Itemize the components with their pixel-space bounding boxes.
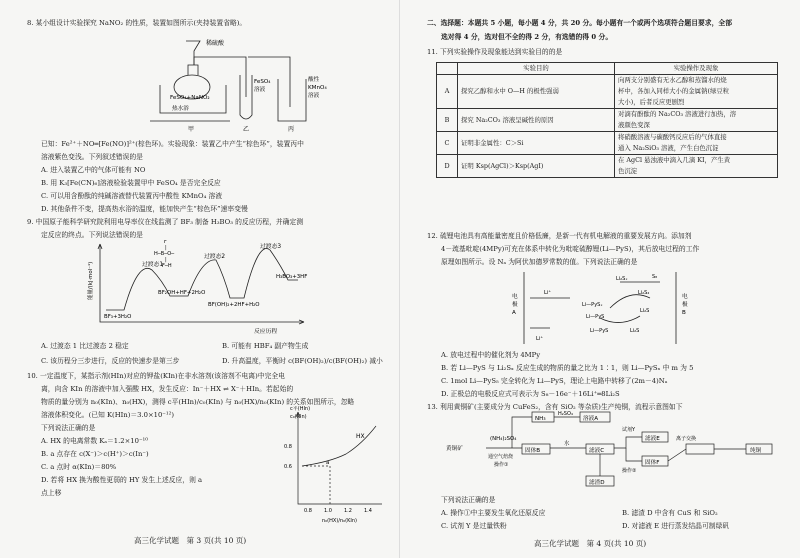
- q10-line: 下列说法正确的是: [41, 424, 96, 432]
- q10-option-d: 点上移: [41, 489, 62, 497]
- header-aim: 实验目的: [458, 63, 615, 75]
- molecule-f: F: [164, 240, 167, 245]
- header-op: 实验操作及现象: [615, 63, 778, 75]
- filtrate-e-box: 滤液E: [645, 436, 660, 442]
- row-aim: 探究 Na₂CO₃ 溶液呈碱性的原因: [458, 109, 615, 132]
- species: Li—PyS: [586, 314, 605, 320]
- ts2-label: 过渡态2: [204, 254, 226, 260]
- xtick: 1.0: [324, 508, 332, 514]
- q9-energy-diagram: [84, 240, 344, 336]
- nh3-box: NH₃: [535, 416, 546, 422]
- solution-a-box: 溶液A: [583, 416, 599, 422]
- q11-table: [436, 62, 778, 178]
- footer-page-4: 高三化学试题 第 4 页(共 10 页): [534, 539, 647, 548]
- row-op: 向两支分别盛有无水乙醇和蒸馏水的烧 杯中，各加入同样大小的金属钠(绿豆粒 大小)，后者反应更剧烈: [615, 75, 778, 109]
- ytick: 0.6: [284, 464, 292, 470]
- q8-option-c: C. 可以用含酚酞的纯碱溶液替代装置丙中酸性 KMnO₄ 溶液: [41, 192, 223, 200]
- xtick: 1.2: [344, 508, 352, 514]
- q9-stem: 9. 中国原子能科学研究院利用电导率仪在线监测了 BF₃ 制备 H₃BO₃ 的反应历程，并确定测: [27, 218, 304, 226]
- label-funnel: 稀硫酸: [206, 40, 225, 47]
- q12-battery-diagram: [490, 268, 720, 348]
- label-feso4-b: 溶液: [254, 87, 266, 93]
- row-aim: 证明非金属性：C＞Si: [458, 132, 615, 155]
- roast-label: 通空气焙烧: [488, 454, 514, 460]
- x-axis-label: 反应历程: [254, 329, 278, 335]
- q12-option-a: A. 放电过程中的催化剂为 4MPy: [441, 351, 541, 359]
- row-op: 将硝酸溶液与碳酸钙反应后的气体直接 通入 Na₂SiO₃ 溶液，产生白色沉淀: [615, 132, 778, 155]
- op2-label: 操作②: [622, 468, 637, 474]
- q10-stem: 10. 一定温度下，某指示剂(HIn)对应的钾盐(KIn)在非水溶剂(该溶剂不电离)中完全电: [27, 372, 285, 380]
- q10-option-a: A. HX 的电离常数 Kₐ＝1.2×10⁻¹⁰: [41, 437, 148, 445]
- q8-line: 已知：Fe²⁺＋NO═[Fe(NO)]²⁺(棕色环)。实验现象：装置乙中产生“棕色环”，装置丙中: [41, 140, 304, 148]
- ion-li: Li⁺: [544, 290, 552, 296]
- row-op: 对滴有酚酞的 Na₂CO₃ 溶液进行加热，溶 液颜色变深: [615, 109, 778, 132]
- footer-page-3: 高三化学试题 第 3 页(共 10 页): [134, 536, 247, 545]
- q12-option-b: B. 若 Li—PyS 与 Li₂Sₓ 反应生成的物质的量之比为 1∶1，则 Li—PySₓ 中 m 为 5: [441, 364, 694, 372]
- row-key: A: [437, 75, 458, 109]
- state1-label: BF₂OH+HF+2H₂O: [158, 290, 206, 296]
- q12-stem: 12. 硫锂电池具有高能量密度且价格低廉，是新一代有机电解液的重要发展方向。添加剂: [427, 232, 692, 240]
- curve-label: HX: [356, 433, 365, 440]
- q9-option-b: B. 可能有 HBF₄ 副产物生成: [222, 342, 309, 350]
- filtrate-c-box: 滤液C: [589, 448, 605, 454]
- q10-option-b: B. a 点存在 c(X⁻)＞c(H⁺)＞c(In⁻): [41, 450, 149, 458]
- q11-stem: 11. 下列实验操作及现象能达到实验目的的是: [427, 48, 563, 56]
- q10-option-c: C. a 点时 α(KIn)＝80%: [41, 463, 117, 471]
- table-row: [437, 132, 778, 155]
- ion-exchange-label: 离子交换: [676, 436, 697, 442]
- molecule-bond: |: [165, 245, 167, 251]
- molecule-bond: |: [165, 257, 167, 263]
- table-row: [437, 75, 778, 109]
- row-key: B: [437, 109, 458, 132]
- xtick: 1.4: [364, 508, 372, 514]
- q8-option-d: D. 其他条件不变，提高热水浴的温度，能加快产生“棕色环”速率变慢: [41, 205, 248, 213]
- row-aim: 证明 Ksp(AgCl)＞Ksp(AgI): [458, 155, 615, 178]
- q12-option-c: C. 1mol Li—PyS₅ 完全转化为 Li—PyS，理论上电路中转移了(2m－4)Nₐ: [441, 377, 668, 385]
- electrode-b: 电: [682, 294, 688, 300]
- ion-li: Li⁺: [536, 336, 544, 342]
- xtick: 0.8: [304, 508, 312, 514]
- electrode-a: 电: [512, 294, 518, 300]
- label-bing: 丙: [288, 126, 295, 133]
- state0-label: BF₃+3H₂O: [104, 314, 132, 320]
- q8-line: 溶液紫色变浅。下列叙述错误的是: [41, 153, 143, 161]
- reagent-y-label: 试剂Y: [622, 427, 636, 433]
- q12-line: 4－巯基吡啶(4MPy)可充在体系中转化为吡啶硫醇锂(Li—PyS)，其后放电过程的工作: [441, 245, 700, 253]
- q10-curve-graph: [270, 406, 388, 526]
- ts1-label: 过渡态1: [142, 262, 164, 268]
- q13-option-d: D. 对滤液 E 进行蒸发结晶可制绿矾: [622, 522, 730, 530]
- label-feso4: FeSO₄: [254, 79, 271, 85]
- q9-option-a: A. 过渡态 1 比过渡态 2 稳定: [41, 342, 129, 350]
- species: Li₂S: [630, 328, 640, 334]
- residue-d-box: 滤渣D: [589, 480, 605, 486]
- label-yi: 乙: [243, 126, 250, 133]
- species: Li₂S₂: [638, 290, 650, 296]
- graph-ylabel-bot: c₀(KIn): [290, 414, 307, 420]
- label-kmno4-c: 溶液: [308, 93, 320, 99]
- section-heading: 选对得 4 分，选对但不全的得 2 分，有选错的得 0 分。: [441, 33, 613, 41]
- q9-option-d: D. 升高温度，平衡时 c(BF(OH)₂)/c(BF(OH)₂) 减小: [222, 357, 383, 365]
- electrode-a: 极: [512, 302, 518, 308]
- q10-line: 溶液体积变化。(已知 K(HIn)＝3.0×10⁻¹²): [41, 411, 174, 419]
- q8-option-a: A. 进入装置乙中的气体可能有 NO: [41, 166, 146, 174]
- q8-apparatus: [130, 35, 330, 135]
- q13-intro: 下列说法正确的是: [441, 496, 496, 504]
- ore-label: 黄铜矿: [446, 446, 463, 452]
- electrode-a: A: [512, 310, 516, 316]
- point-a: a: [326, 460, 330, 466]
- species: Li—PyS: [590, 328, 609, 334]
- state2-label: BF(OH)₂+2HF+H₂O: [208, 302, 260, 308]
- solid-b-box: 固体B: [525, 448, 541, 454]
- q10-option-d: D. 若将 HX 换为酸性更弱的 HY 发生上述反应，则 a: [41, 476, 203, 484]
- header-key: [437, 63, 458, 75]
- q13-option-c: C. 试剂 Y 是过量铁粉: [441, 522, 507, 530]
- graph-xlabel: n₀(HX)/n₀(KIn): [322, 518, 357, 524]
- species: S₈: [652, 274, 658, 280]
- table-header-row: [437, 63, 778, 75]
- electrode-b: 极: [682, 302, 688, 308]
- q8-stem: 8. 某小组设计实验探究 NaNO₂ 的性质，装置如图所示(夹持装置省略)。: [27, 19, 247, 27]
- table-row: [437, 155, 778, 178]
- q13-option-a: A. 操作①中主要发生氧化还原反应: [441, 509, 546, 517]
- label-jia: 甲: [188, 126, 195, 133]
- label-kmno4-b: KMnO₄: [308, 85, 327, 91]
- species: Li₂S: [640, 308, 650, 314]
- row-key: D: [437, 155, 458, 178]
- electrode-b: B: [682, 310, 686, 316]
- q12-line: 原理如图所示。设 Nₐ 为阿伏加德罗常数的值。下列说法正确的是: [441, 258, 638, 266]
- reagent-label: (NH₄)₂SO₄: [490, 436, 517, 442]
- pure-copper-box: 纯铜: [750, 448, 762, 454]
- molecule-hbo: H─B─O─: [154, 251, 175, 257]
- section-heading: 二、选择题：本题共 5 小题，每小题 4 分，共 20 分。每小题有一个或两个选项符合题目要求，全部: [427, 19, 732, 27]
- q10-line: 物质的量分别为 n₀(KIn)、n₀(HX)，测得 c平(HIn)/c₀(KIn) 与 n₀(HX)/n₀(KIn) 的关系如图所示，忽略: [41, 398, 355, 406]
- state3-label: H₃BO₃+3HF: [276, 274, 308, 280]
- ts3-label: 过渡态3: [260, 244, 282, 250]
- right-page: [400, 0, 800, 558]
- q13-flowchart: [446, 410, 776, 492]
- q13-option-b: B. 滤渣 D 中含有 CuS 和 SiO₂: [622, 509, 718, 517]
- solid-f-box: 固体F: [645, 460, 660, 466]
- q13-stem: 13. 利用黄铜矿(主要成分为 CuFeS₂，含有 SiO₂ 等杂质)生产纯铜，流程示意图如下: [427, 403, 683, 411]
- water-label: 水: [564, 441, 570, 447]
- graph-ylabel-top: c平(HIn): [290, 406, 311, 412]
- q10-line: 离，向含 KIn 的溶液中加入强酸 HX，发生反应：In⁻＋HX ⇌ X⁻＋HIn。若起始的: [41, 385, 294, 393]
- y-axis-label: 能量/(kJ·mol⁻¹): [88, 261, 94, 300]
- species: Li₂Sₓ: [616, 276, 628, 282]
- row-aim: 探究乙醇和水中 O—H 的极性强弱: [458, 75, 615, 109]
- row-op: 在 AgCl 悬浊液中滴入几滴 KI，产生黄 色沉淀: [615, 155, 778, 178]
- molecule-fh: F─H: [162, 263, 172, 269]
- q12-option-d: D. 正极总的电极反应式可表示为 S₈－16e⁻＋16Li⁺═8Li₂S: [441, 390, 620, 398]
- table-row: [437, 109, 778, 132]
- acid-label: H₂SO₄: [558, 411, 573, 417]
- q8-option-b: B. 用 K₃[Fe(CN)₆]溶液检验装置甲中 FeSO₄ 是否完全反应: [41, 179, 221, 187]
- ytick: 0.8: [284, 444, 292, 450]
- op1-label: 操作①: [494, 462, 509, 468]
- label-bath: 热水浴: [172, 106, 189, 112]
- q9-option-c: C. 该历程分三步进行，反应的快速步是第三步: [41, 357, 180, 365]
- label-kmno4-a: 酸性: [308, 77, 320, 83]
- row-key: C: [437, 132, 458, 155]
- species: Li—PySₓ: [582, 302, 603, 308]
- label-mix: FeSO₄+NaNO₂: [170, 95, 210, 101]
- q9-stem: 定反应的终点。下列说法错误的是: [41, 231, 143, 239]
